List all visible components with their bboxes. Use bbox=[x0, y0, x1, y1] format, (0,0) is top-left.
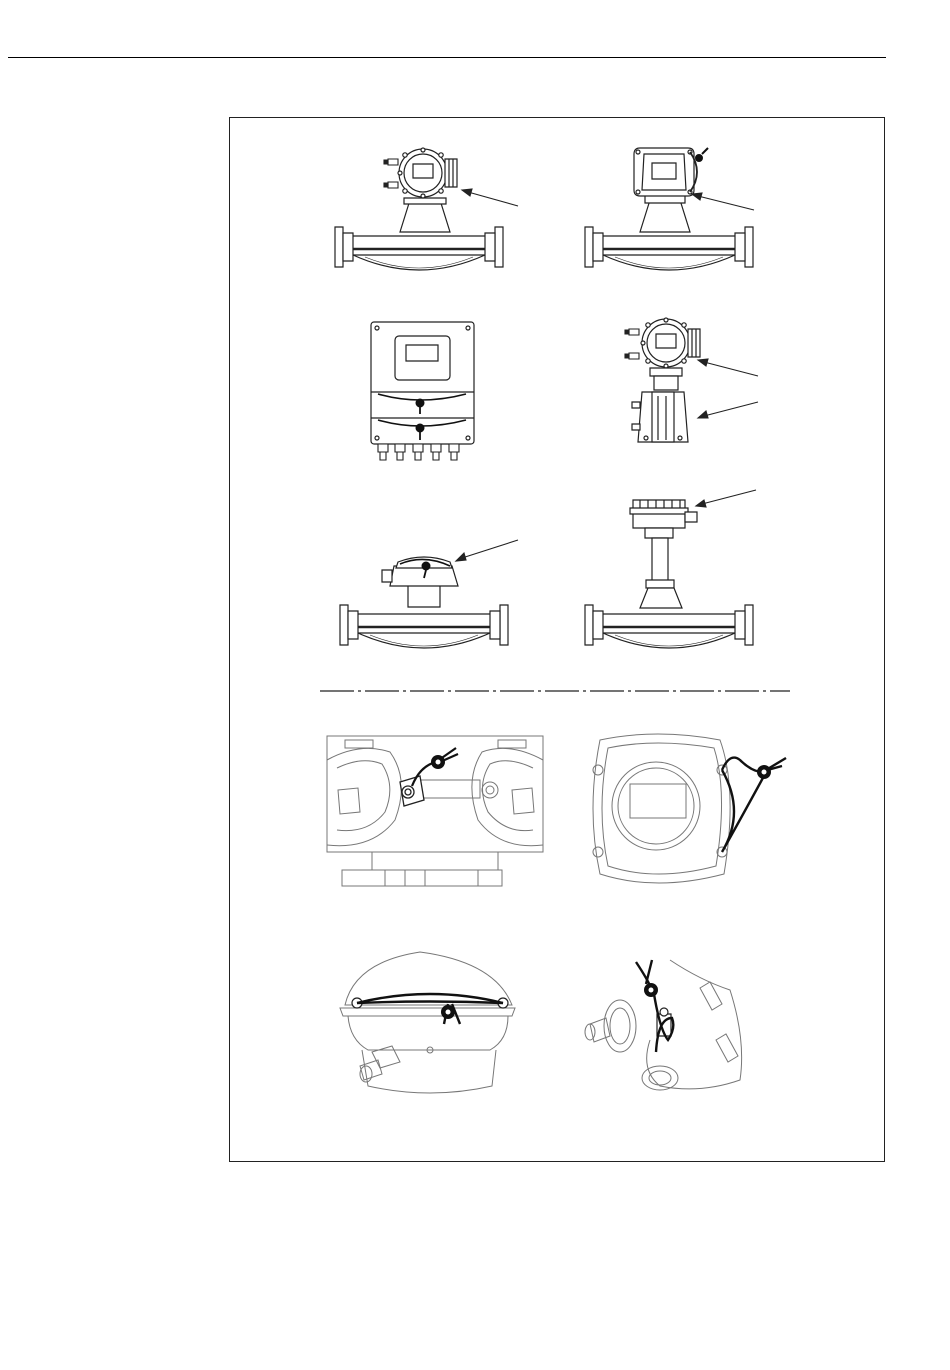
figure-frame bbox=[229, 117, 885, 1162]
